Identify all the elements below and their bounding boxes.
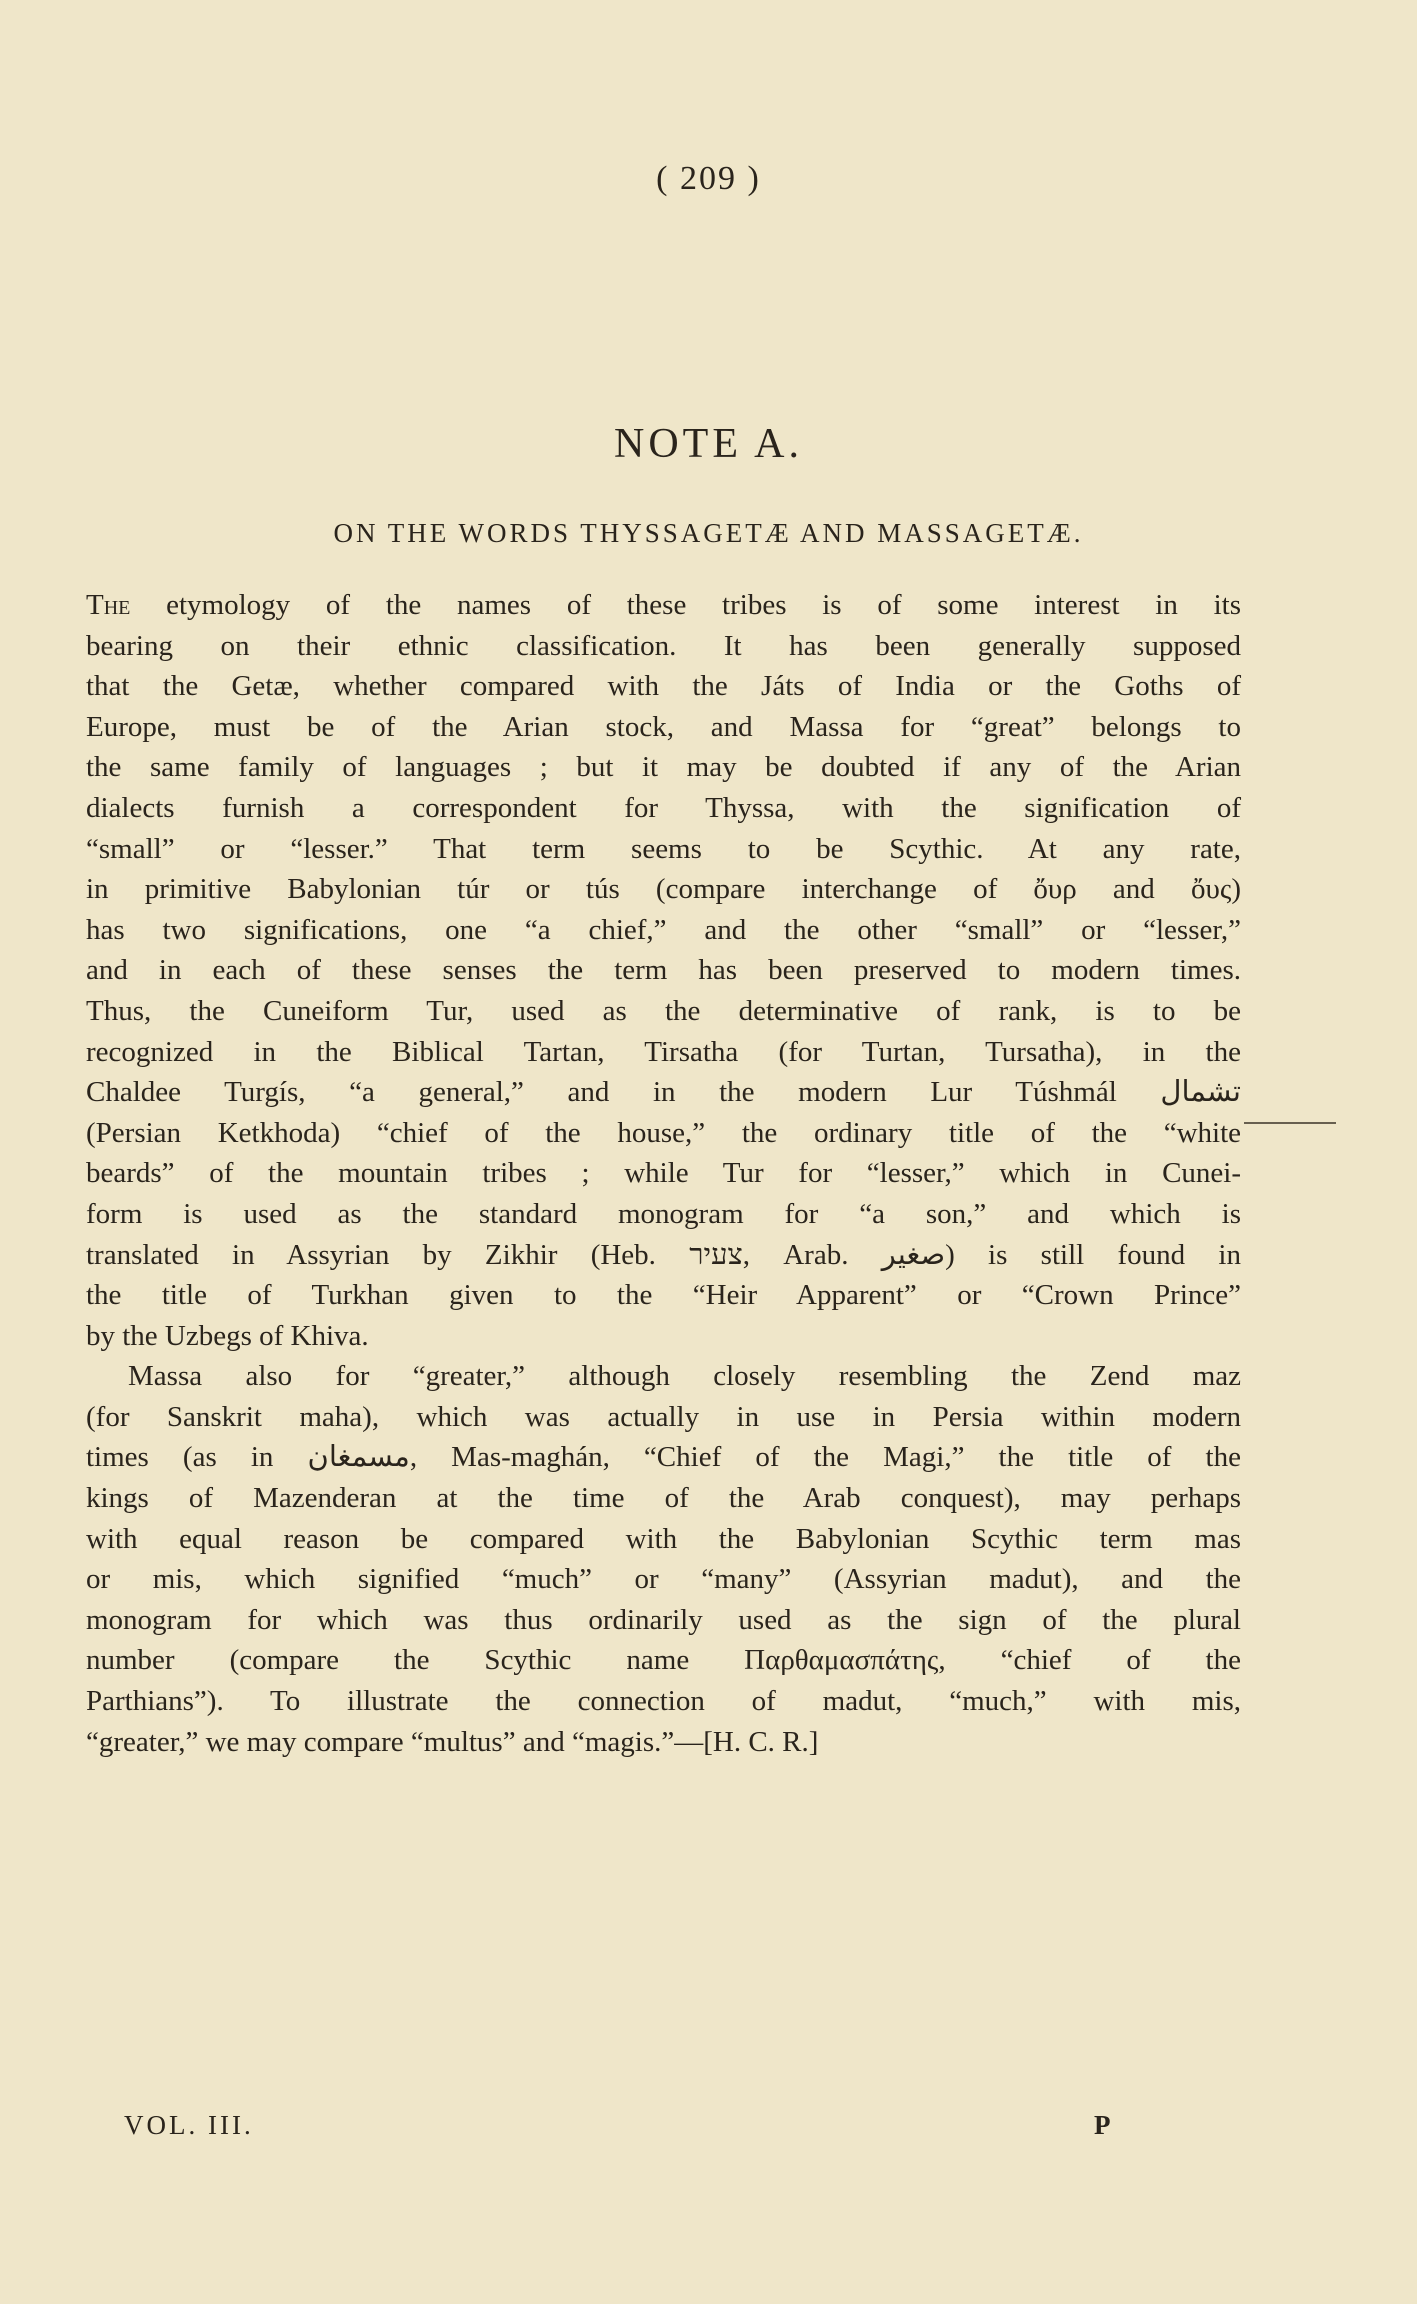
text-line: “greater,” we may compare “multus” and “magis.”—[H. C. R.] — [86, 1725, 819, 1758]
margin-rule — [1244, 1122, 1336, 1124]
text-line: Chaldee Turgís, “a general,” and in the modern Lur Túshmál تشمال — [86, 1076, 1241, 1109]
note-title: NOTE A. — [614, 421, 803, 467]
text-line: with equal reason be compared with the Babylonian Scythic term mas — [86, 1522, 1241, 1555]
page-number: ( 209 ) — [656, 160, 761, 197]
first-word: The — [86, 589, 131, 621]
text-line: that the Getæ, whether compared with the Játs of India or the Goths of — [86, 670, 1241, 703]
text-line: bearing on their ethnic classification. It has been generally supposed — [86, 629, 1241, 662]
text-line: Thus, the Cuneiform Tur, used as the determinative of rank, is to be — [86, 994, 1241, 1027]
text-line: dialects furnish a correspondent for Thyssa, with the signification of — [86, 791, 1241, 824]
paragraph-2 — [86, 1356, 1241, 1762]
text-line: (Persian Ketkhoda) “chief of the house,” the ordinary title of the “white — [86, 1116, 1241, 1149]
text-line: Parthians”). To illustrate the connection of madut, “much,” with mis, — [86, 1685, 1241, 1718]
text-line: Massa also for “greater,” although closely resembling the Zend maz — [128, 1360, 1241, 1393]
text-line: by the Uzbegs of Khiva. — [86, 1319, 369, 1352]
text-line: translated in Assyrian by Zikhir (Heb. צעיר, Arab. صغير) is still found in — [86, 1238, 1241, 1271]
text-line: times (as in مسمغان, Mas-maghán, “Chief of the Magi,” the title of the — [86, 1441, 1241, 1474]
text-line: has two significations, one “a chief,” and the other “small” or “lesser,” — [86, 913, 1241, 946]
paragraph-1 — [86, 585, 1241, 1356]
text-line: monogram for which was thus ordinarily used as the sign of the plural — [86, 1603, 1241, 1636]
text-line: (for Sanskrit maha), which was actually in use in Persia within modern — [86, 1400, 1241, 1433]
text-line: recognized in the Biblical Tartan, Tirsatha (for Turtan, Tursatha), in the — [86, 1035, 1241, 1068]
text-line: in primitive Babylonian túr or tús (compare interchange of ὄυρ and ὄυς) — [86, 873, 1241, 906]
text-line: kings of Mazenderan at the time of the Arab conquest), may perhaps — [86, 1482, 1241, 1515]
text-line: beards” of the mountain tribes ; while Tur for “lesser,” which in Cunei- — [86, 1157, 1241, 1190]
text-line: and in each of these senses the term has been preserved to modern times. — [86, 954, 1241, 987]
note-subtitle: ON THE WORDS THYSSAGETÆ AND MASSAGETÆ. — [333, 518, 1084, 548]
text-line: “small” or “lesser.” That term seems to be Scythic. At any rate, — [86, 832, 1241, 865]
signature-mark: P — [1094, 2110, 1111, 2140]
text-line: The etymology of the names of these tribes is of some interest in its — [86, 589, 1241, 621]
note-body — [86, 585, 1241, 1762]
text-line: the title of Turkhan given to the “Heir Apparent” or “Crown Prince” — [86, 1279, 1241, 1312]
text-line: Europe, must be of the Arian stock, and Massa for “great” belongs to — [86, 710, 1241, 743]
volume-label: VOL. III. — [124, 2110, 254, 2140]
text-line: or mis, which signified “much” or “many” (Assyrian madut), and the — [86, 1563, 1241, 1596]
text-line: number (compare the Scythic name Παρθαμασπάτης, “chief of the — [86, 1644, 1241, 1677]
text-line: the same family of languages ; but it may be doubted if any of the Arian — [86, 751, 1241, 784]
text-line: form is used as the standard monogram for “a son,” and which is — [86, 1197, 1241, 1230]
